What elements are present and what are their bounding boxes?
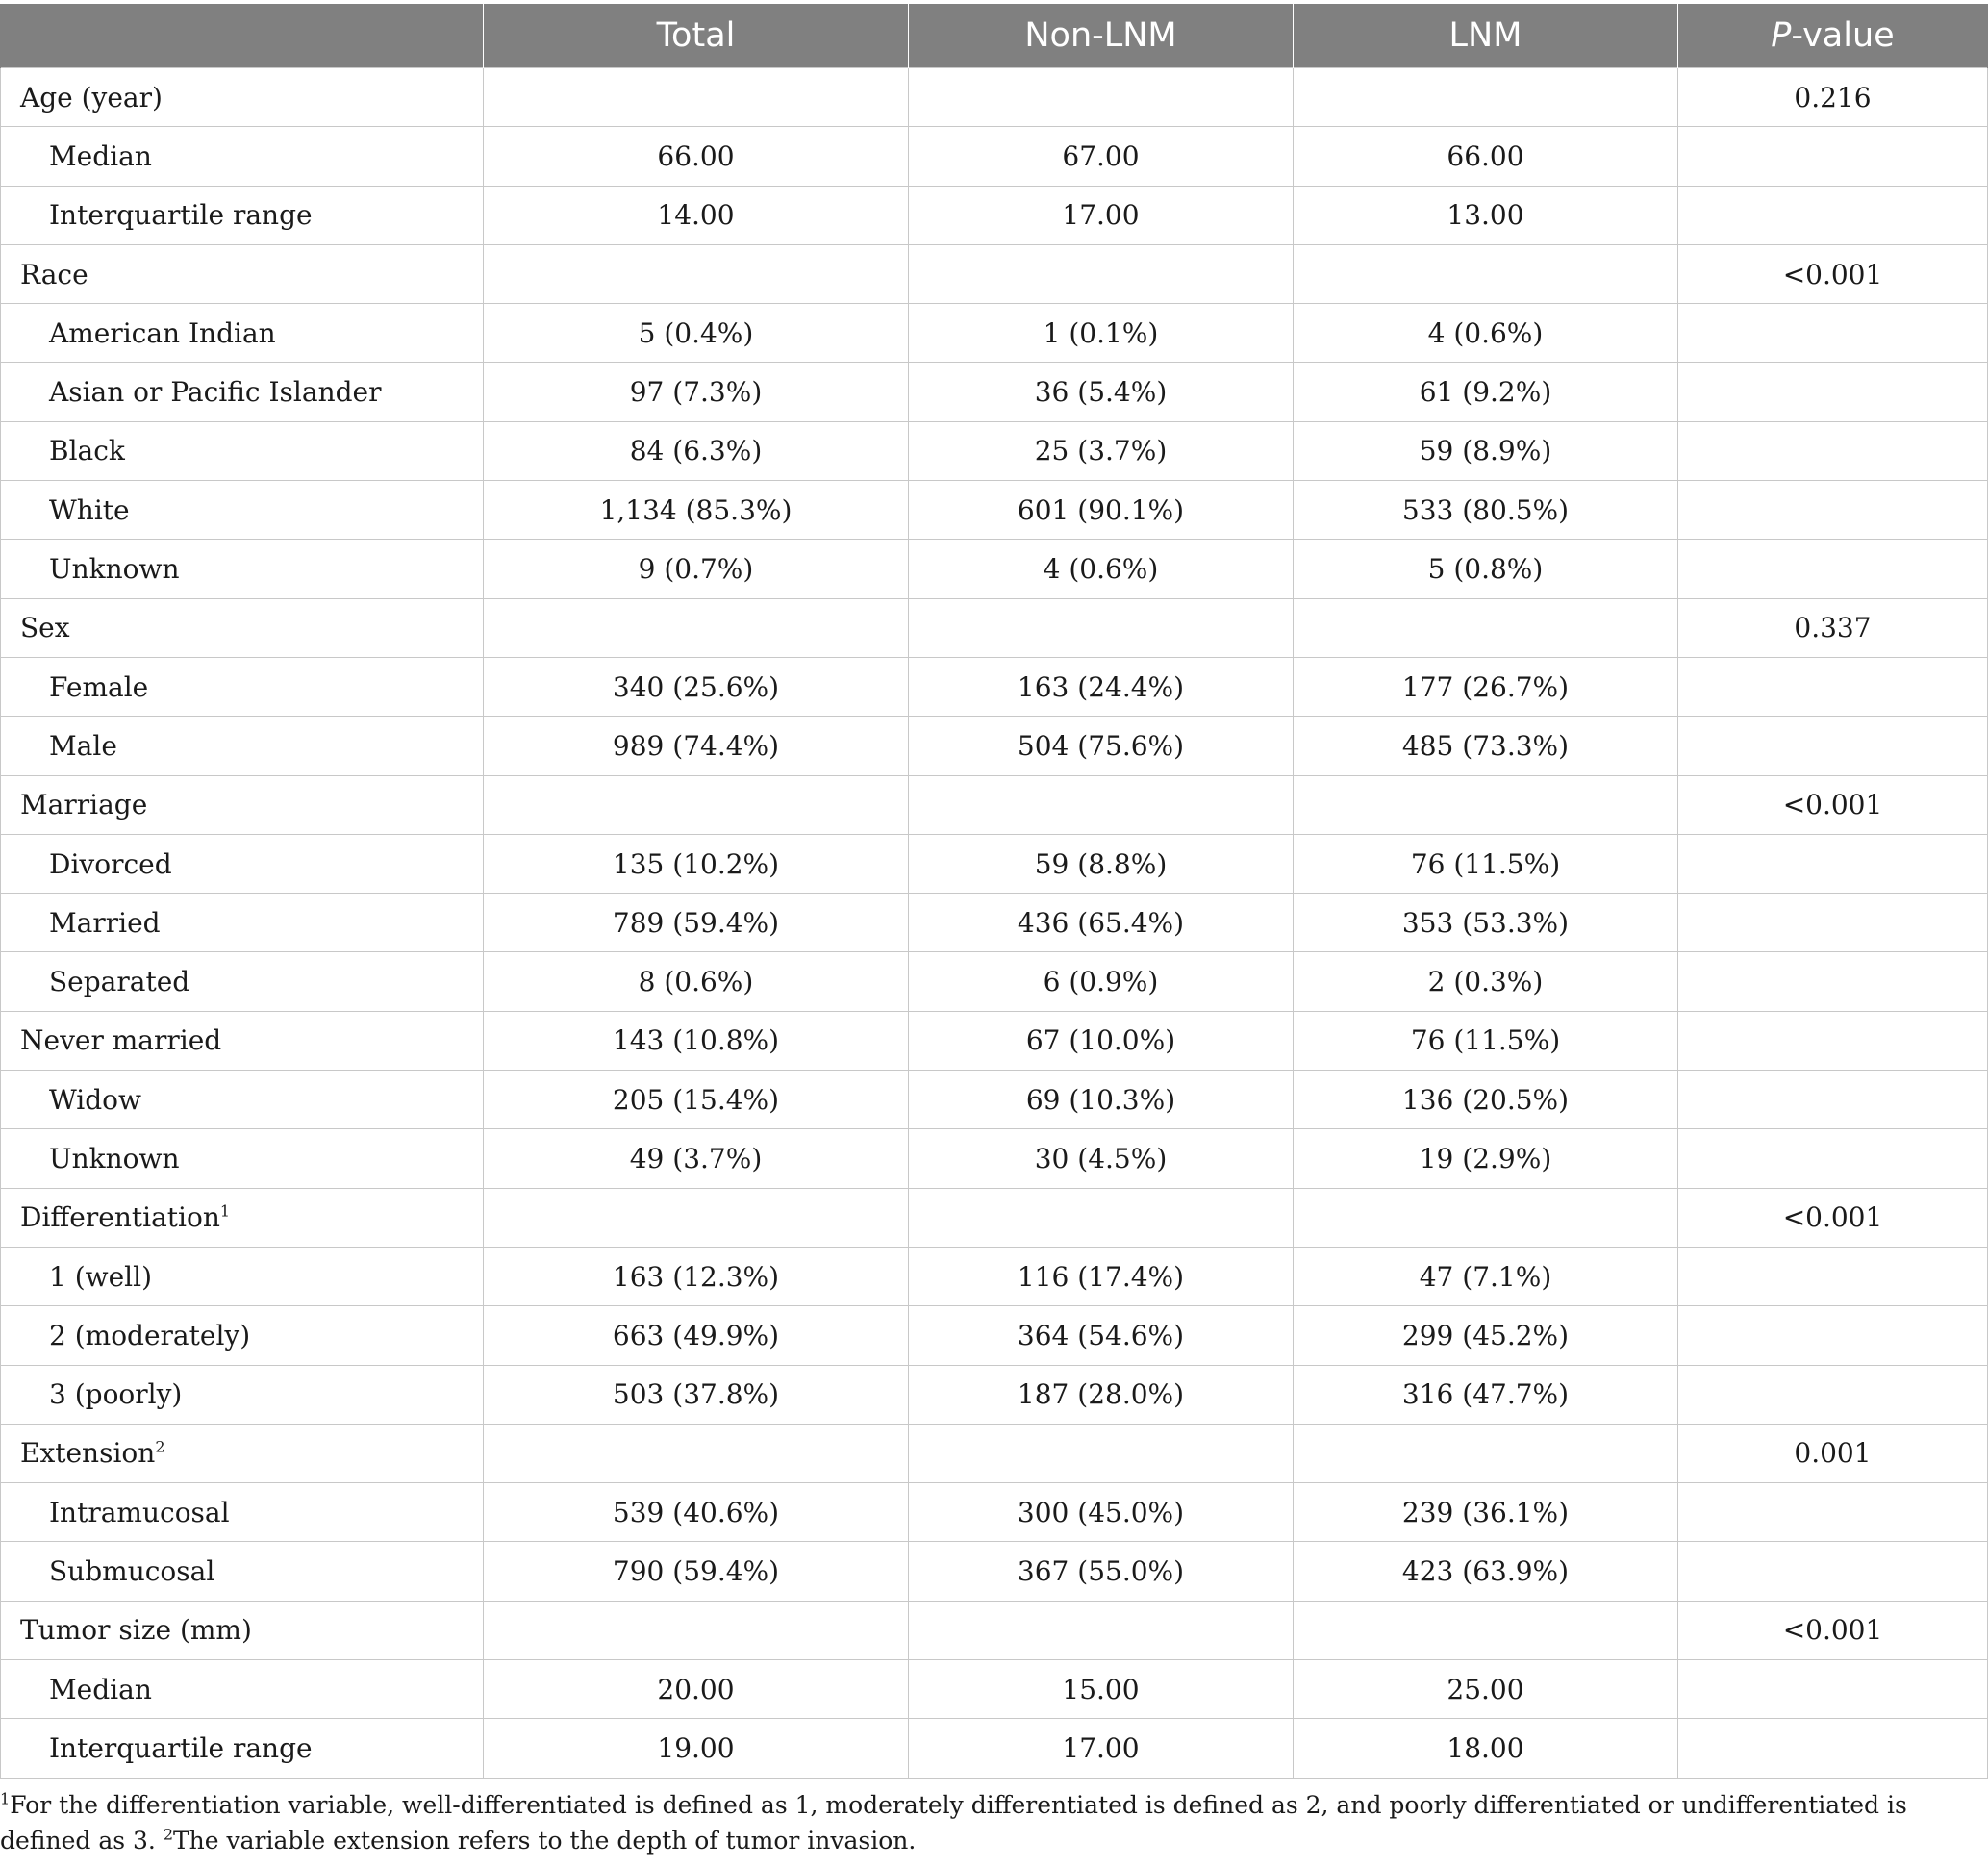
row-label [1, 1483, 484, 1542]
cell-total: 539 (40.6%) [484, 1483, 909, 1542]
cell-non-lnm: 30 (4.5%) [909, 1129, 1294, 1188]
row-label [1, 68, 484, 127]
row-label-text: Median [49, 1673, 152, 1705]
cell-p-value [1678, 657, 1988, 716]
row-label [1, 1011, 484, 1070]
cell-lnm: 423 (63.9%) [1294, 1542, 1678, 1601]
row-label [1, 657, 484, 716]
table-row [1, 68, 1988, 127]
cell-total: 9 (0.7%) [484, 540, 909, 598]
row-label-text: Intramucosal [49, 1496, 230, 1528]
row-label [1, 244, 484, 303]
row-label-text: Sex [20, 612, 70, 644]
cell-p-value [1678, 1542, 1988, 1601]
cell-p-value: <0.001 [1678, 244, 1988, 303]
cell-p-value: 0.001 [1678, 1424, 1988, 1482]
row-label-text: Interquartile range [49, 199, 313, 232]
cell-p-value [1678, 1365, 1988, 1424]
header-p-value [1678, 4, 1988, 68]
cell-p-value: <0.001 [1678, 1188, 1988, 1247]
cell-non-lnm: 4 (0.6%) [909, 540, 1294, 598]
cell-p-value: <0.001 [1678, 775, 1988, 834]
cell-total: 789 (59.4%) [484, 894, 909, 952]
cell-total: 663 (49.9%) [484, 1306, 909, 1365]
table-row [1, 657, 1988, 716]
row-label [1, 1719, 484, 1778]
row-label [1, 1542, 484, 1601]
row-label-text: Extension [20, 1437, 156, 1470]
cell-non-lnm: 17.00 [909, 186, 1294, 244]
cell-lnm [1294, 598, 1678, 657]
table-container [0, 4, 1988, 1779]
row-label-text: Unknown [49, 553, 180, 586]
row-label-text: 2 (moderately) [49, 1319, 251, 1351]
cell-non-lnm [909, 598, 1294, 657]
cell-lnm: 76 (11.5%) [1294, 1011, 1678, 1070]
table-row [1, 1660, 1988, 1719]
cell-p-value [1678, 304, 1988, 363]
row-label-text: Unknown [49, 1142, 180, 1174]
row-label [1, 540, 484, 598]
cell-non-lnm: 116 (17.4%) [909, 1247, 1294, 1305]
cell-non-lnm [909, 244, 1294, 303]
cell-p-value [1678, 1719, 1988, 1778]
cell-non-lnm: 367 (55.0%) [909, 1542, 1294, 1601]
cell-lnm [1294, 1424, 1678, 1482]
cell-lnm: 239 (36.1%) [1294, 1483, 1678, 1542]
table-row [1, 598, 1988, 657]
table-row [1, 1071, 1988, 1129]
row-label-text: Asian or Pacific Islander [49, 376, 382, 409]
row-label-text: Black [49, 435, 125, 467]
row-label [1, 186, 484, 244]
row-label [1, 1365, 484, 1424]
row-label-text: Female [49, 670, 149, 703]
cell-non-lnm: 67.00 [909, 127, 1294, 186]
cell-non-lnm: 59 (8.8%) [909, 834, 1294, 893]
cell-lnm: 61 (9.2%) [1294, 363, 1678, 421]
table-row [1, 717, 1988, 775]
cell-p-value [1678, 186, 1988, 244]
cell-non-lnm: 364 (54.6%) [909, 1306, 1294, 1365]
row-label [1, 1188, 484, 1247]
cell-non-lnm: 67 (10.0%) [909, 1011, 1294, 1070]
row-label-text: 3 (poorly) [49, 1378, 183, 1411]
cell-non-lnm [909, 1424, 1294, 1482]
cell-non-lnm: 601 (90.1%) [909, 481, 1294, 540]
table-row [1, 1601, 1988, 1659]
table-row [1, 540, 1988, 598]
cell-lnm [1294, 1188, 1678, 1247]
cell-total: 340 (25.6%) [484, 657, 909, 716]
cell-lnm: 47 (7.1%) [1294, 1247, 1678, 1305]
header-total: Total [484, 4, 909, 68]
cell-p-value [1678, 1071, 1988, 1129]
cell-total: 66.00 [484, 127, 909, 186]
cell-non-lnm: 436 (65.4%) [909, 894, 1294, 952]
cell-lnm [1294, 775, 1678, 834]
table-row [1, 1129, 1988, 1188]
cell-p-value [1678, 1247, 1988, 1305]
cell-non-lnm: 1 (0.1%) [909, 304, 1294, 363]
cell-lnm [1294, 68, 1678, 127]
cell-lnm: 316 (47.7%) [1294, 1365, 1678, 1424]
cell-non-lnm: 300 (45.0%) [909, 1483, 1294, 1542]
cell-total: 1,134 (85.3%) [484, 481, 909, 540]
cell-lnm: 533 (80.5%) [1294, 481, 1678, 540]
cell-total: 989 (74.4%) [484, 717, 909, 775]
table-row [1, 1424, 1988, 1482]
cell-p-value [1678, 952, 1988, 1011]
cell-p-value: 0.216 [1678, 68, 1988, 127]
row-label [1, 1247, 484, 1305]
cell-lnm: 25.00 [1294, 1660, 1678, 1719]
cell-lnm: 59 (8.9%) [1294, 421, 1678, 480]
row-label-text: Divorced [49, 847, 172, 880]
cell-p-value: 0.337 [1678, 598, 1988, 657]
cell-total [484, 68, 909, 127]
cell-p-value [1678, 421, 1988, 480]
table-row [1, 1188, 1988, 1247]
footnote-marker-2: 2 [163, 1825, 173, 1844]
cell-lnm: 4 (0.6%) [1294, 304, 1678, 363]
table-row [1, 1483, 1988, 1542]
cell-total: 135 (10.2%) [484, 834, 909, 893]
header-p-letter: P [1771, 16, 1792, 55]
cell-total [484, 1601, 909, 1659]
header-variable [1, 4, 484, 68]
cell-p-value [1678, 1129, 1988, 1188]
cell-non-lnm: 17.00 [909, 1719, 1294, 1778]
cell-p-value [1678, 127, 1988, 186]
cell-total [484, 1424, 909, 1482]
row-label-text: Race [20, 258, 88, 290]
cell-non-lnm: 69 (10.3%) [909, 1071, 1294, 1129]
table-row [1, 244, 1988, 303]
row-label [1, 1129, 484, 1188]
row-label [1, 1071, 484, 1129]
cell-p-value [1678, 1660, 1988, 1719]
cell-lnm: 353 (53.3%) [1294, 894, 1678, 952]
table-footnote [0, 1787, 1983, 1858]
table-row [1, 304, 1988, 363]
cell-total: 503 (37.8%) [484, 1365, 909, 1424]
cell-total [484, 598, 909, 657]
row-label-text: Marriage [20, 789, 148, 821]
header-p-suffix: -value [1791, 16, 1895, 55]
row-label-text: Submucosal [49, 1555, 215, 1588]
row-label-text: Median [49, 139, 152, 172]
row-label-text: Never married [20, 1024, 222, 1057]
row-label [1, 304, 484, 363]
table-row [1, 1306, 1988, 1365]
table-row [1, 186, 1988, 244]
row-label [1, 717, 484, 775]
cell-lnm [1294, 1601, 1678, 1659]
cell-p-value [1678, 894, 1988, 952]
row-label-text: Widow [49, 1083, 141, 1116]
cell-total: 205 (15.4%) [484, 1071, 909, 1129]
cell-lnm: 66.00 [1294, 127, 1678, 186]
cell-lnm: 5 (0.8%) [1294, 540, 1678, 598]
table-row [1, 834, 1988, 893]
cell-p-value [1678, 363, 1988, 421]
cell-lnm: 177 (26.7%) [1294, 657, 1678, 716]
row-label [1, 1424, 484, 1482]
header-non-lnm: Non-LNM [909, 4, 1294, 68]
row-label-footnote-marker: 1 [219, 1201, 231, 1221]
header-lnm: LNM [1294, 4, 1678, 68]
cell-non-lnm: 163 (24.4%) [909, 657, 1294, 716]
baseline-characteristics-table [0, 4, 1988, 1779]
cell-total: 5 (0.4%) [484, 304, 909, 363]
cell-p-value [1678, 1011, 1988, 1070]
row-label [1, 1601, 484, 1659]
cell-non-lnm: 15.00 [909, 1660, 1294, 1719]
table-row [1, 775, 1988, 834]
cell-p-value: <0.001 [1678, 1601, 1988, 1659]
table-row [1, 1011, 1988, 1070]
table-row [1, 1542, 1988, 1601]
row-label [1, 834, 484, 893]
cell-total: 84 (6.3%) [484, 421, 909, 480]
cell-total [484, 1188, 909, 1247]
cell-non-lnm [909, 68, 1294, 127]
cell-lnm: 299 (45.2%) [1294, 1306, 1678, 1365]
row-label-text: Tumor size (mm) [20, 1614, 252, 1647]
cell-total: 97 (7.3%) [484, 363, 909, 421]
cell-total [484, 244, 909, 303]
cell-p-value [1678, 717, 1988, 775]
cell-p-value [1678, 540, 1988, 598]
table-row [1, 127, 1988, 186]
table-row [1, 952, 1988, 1011]
row-label-text: Separated [49, 966, 190, 998]
row-label [1, 421, 484, 480]
footnote-text-1: For the differentiation variable, well-differentiated is defined as 1, moderately differentiated is defined as 2, and poorly differentiated or undifferentiated is defined as 3. [0, 1791, 1907, 1855]
footnote-text-2: The variable extension refers to the depth of tumor invasion. [173, 1827, 917, 1855]
row-label-text: White [49, 493, 130, 526]
table-row [1, 481, 1988, 540]
table-row [1, 1719, 1988, 1778]
row-label-text: Differentiation [20, 1201, 220, 1234]
cell-lnm: 18.00 [1294, 1719, 1678, 1778]
cell-p-value [1678, 481, 1988, 540]
row-label-text: Male [49, 729, 117, 762]
cell-p-value [1678, 834, 1988, 893]
row-label [1, 894, 484, 952]
table-header-row [1, 4, 1988, 68]
row-label [1, 1306, 484, 1365]
row-label-text: Interquartile range [49, 1731, 313, 1764]
row-label [1, 363, 484, 421]
row-label [1, 598, 484, 657]
row-label [1, 481, 484, 540]
cell-non-lnm: 187 (28.0%) [909, 1365, 1294, 1424]
row-label [1, 1660, 484, 1719]
row-label-text: Age (year) [20, 81, 163, 114]
cell-total: 14.00 [484, 186, 909, 244]
cell-non-lnm: 6 (0.9%) [909, 952, 1294, 1011]
cell-lnm: 2 (0.3%) [1294, 952, 1678, 1011]
row-label-text: 1 (well) [49, 1260, 153, 1293]
cell-non-lnm: 25 (3.7%) [909, 421, 1294, 480]
table-row [1, 421, 1988, 480]
row-label [1, 775, 484, 834]
cell-non-lnm [909, 1188, 1294, 1247]
row-label [1, 952, 484, 1011]
cell-lnm [1294, 244, 1678, 303]
cell-lnm: 485 (73.3%) [1294, 717, 1678, 775]
cell-non-lnm [909, 775, 1294, 834]
row-label-text: American Indian [49, 316, 276, 349]
table-row [1, 1247, 1988, 1305]
cell-p-value [1678, 1483, 1988, 1542]
footnote-marker-1: 1 [0, 1789, 11, 1808]
cell-p-value [1678, 1306, 1988, 1365]
cell-non-lnm: 36 (5.4%) [909, 363, 1294, 421]
cell-total: 790 (59.4%) [484, 1542, 909, 1601]
cell-total: 19.00 [484, 1719, 909, 1778]
table-row [1, 363, 1988, 421]
table-row [1, 1365, 1988, 1424]
row-label [1, 127, 484, 186]
cell-non-lnm: 504 (75.6%) [909, 717, 1294, 775]
cell-total: 8 (0.6%) [484, 952, 909, 1011]
cell-total: 20.00 [484, 1660, 909, 1719]
row-label-footnote-marker: 2 [155, 1438, 165, 1457]
cell-non-lnm [909, 1601, 1294, 1659]
table-body [1, 68, 1988, 1779]
cell-lnm: 76 (11.5%) [1294, 834, 1678, 893]
cell-total: 163 (12.3%) [484, 1247, 909, 1305]
cell-lnm: 19 (2.9%) [1294, 1129, 1678, 1188]
cell-total: 143 (10.8%) [484, 1011, 909, 1070]
cell-total: 49 (3.7%) [484, 1129, 909, 1188]
cell-lnm: 136 (20.5%) [1294, 1071, 1678, 1129]
cell-total [484, 775, 909, 834]
cell-lnm: 13.00 [1294, 186, 1678, 244]
row-label-text: Married [49, 906, 161, 939]
table-row [1, 894, 1988, 952]
